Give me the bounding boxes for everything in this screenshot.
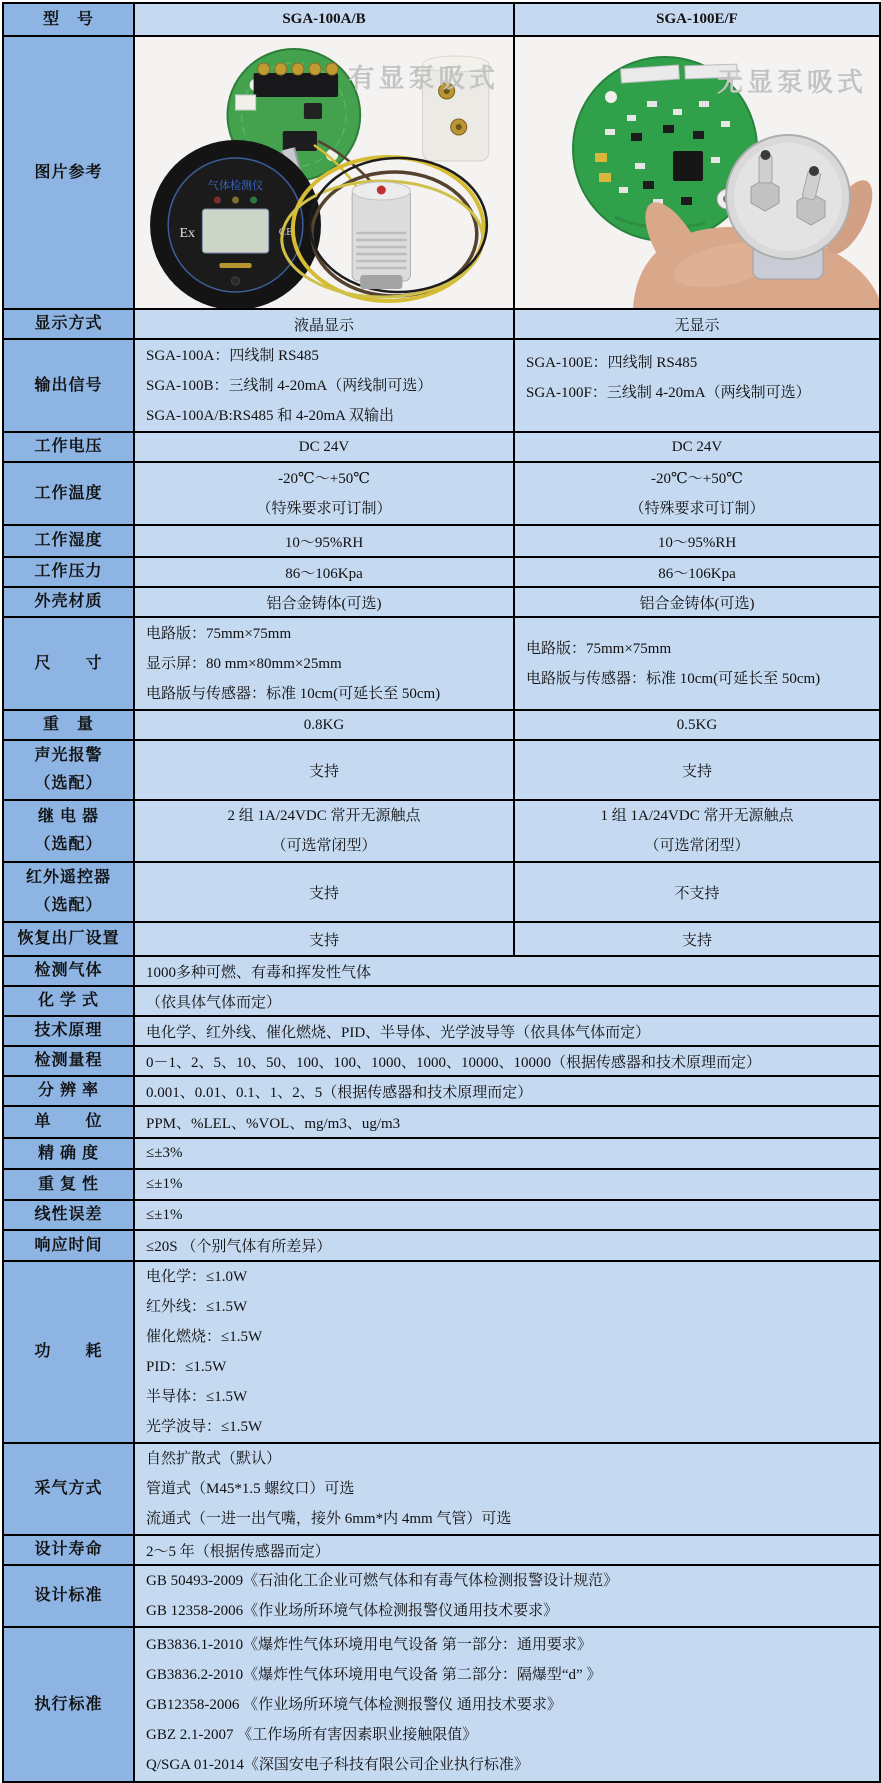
cell-line: PID：≤1.5W bbox=[146, 1359, 227, 1375]
cell-right: 支持 bbox=[514, 740, 880, 800]
row-label: 化 学 式 bbox=[3, 986, 134, 1016]
row-label-line: （选配） bbox=[34, 836, 103, 853]
row-label: 设计标准 bbox=[3, 1565, 134, 1627]
row-label bbox=[3, 862, 134, 922]
row-label: 响应时间 bbox=[3, 1230, 134, 1261]
table-row bbox=[3, 740, 880, 800]
row-label-line: 红外遥控器 bbox=[25, 869, 111, 886]
row-label: 工作电压 bbox=[3, 432, 134, 462]
model-name-left: SGA-100A/B bbox=[134, 3, 514, 36]
cell-line: 2 组 1A/24VDC 常开无源触点 bbox=[227, 808, 421, 824]
row-label: 精 确 度 bbox=[3, 1138, 134, 1169]
row-label bbox=[3, 740, 134, 800]
product-photo-right-cell bbox=[514, 36, 880, 309]
row-label-line: （选配） bbox=[34, 897, 103, 914]
cell-left: 10～95%RH bbox=[134, 525, 514, 557]
cell-line: 流通式（一进一出气嘴，接外 6mm*内 4mm 气管）可选 bbox=[146, 1511, 512, 1527]
table-row bbox=[3, 956, 880, 986]
cell-left: 支持 bbox=[134, 922, 514, 956]
row-label-line: 声光报警 bbox=[34, 747, 103, 764]
table-row bbox=[3, 1443, 880, 1535]
row-label: 功 耗 bbox=[3, 1261, 134, 1443]
cell-line: 光学波导：≤1.5W bbox=[146, 1419, 263, 1435]
row-label: 工作湿度 bbox=[3, 525, 134, 557]
table-row bbox=[3, 922, 880, 956]
cell-line: Q/SGA 01-2014《深国安电子科技有限公司企业执行标准》 bbox=[146, 1756, 529, 1773]
cell-value bbox=[134, 1261, 880, 1443]
cell-right bbox=[514, 462, 880, 525]
cell-right bbox=[514, 800, 880, 862]
cell-line: SGA-100A：四线制 RS485 bbox=[146, 347, 319, 364]
row-label-line: 继 电 器 bbox=[37, 808, 99, 825]
table-row bbox=[3, 339, 880, 432]
cell-line: 电路版：75mm×75mm bbox=[526, 640, 672, 657]
row-label: 采气方式 bbox=[3, 1443, 134, 1535]
table-row bbox=[3, 1076, 880, 1106]
table-row bbox=[3, 862, 880, 922]
row-label: 设计寿命 bbox=[3, 1535, 134, 1565]
row-label: 尺 寸 bbox=[3, 617, 134, 710]
cell-line: 电化学：≤1.0W bbox=[146, 1269, 248, 1285]
cell-line: SGA-100E：四线制 RS485 bbox=[526, 355, 698, 371]
row-label: 工作压力 bbox=[3, 557, 134, 587]
cell-line: （可选常闭型） bbox=[644, 838, 750, 854]
product-photo-left-cell bbox=[134, 36, 514, 309]
cell-line: GB12358-2006 《作业场所环境气体检测报警仪 通用技术要求》 bbox=[146, 1696, 562, 1713]
cell-value: 电化学、红外线、催化燃烧、PID、半导体、光学波导等（依具体气体而定） bbox=[134, 1016, 880, 1046]
cell-left: 0.8KG bbox=[134, 710, 514, 740]
row-label: 输出信号 bbox=[3, 339, 134, 432]
row-label: 检测气体 bbox=[3, 956, 134, 986]
photo-row-label: 图片参考 bbox=[3, 36, 134, 309]
cell-value: PPM、%LEL、%VOL、mg/m3、ug/m3 bbox=[134, 1106, 880, 1138]
cell-left: DC 24V bbox=[134, 432, 514, 462]
cell-line: GB 12358-2006《作业场所环境气体检测报警仪通用技术要求》 bbox=[146, 1603, 559, 1619]
cell-line: 显示屏：80 mm×80mm×25mm bbox=[146, 655, 342, 672]
watermark-left: 有显泵吸式 bbox=[348, 64, 499, 93]
table-row bbox=[3, 1535, 880, 1565]
cell-line: 1 组 1A/24VDC 常开无源触点 bbox=[600, 808, 794, 824]
row-label: 单 位 bbox=[3, 1106, 134, 1138]
cell-line: GB3836.2-2010《爆炸性气体环境用电气设备 第二部分：隔爆型“d” 》 bbox=[146, 1666, 602, 1683]
cell-line: 电路版与传感器：标准 10cm(可延长至 50cm) bbox=[146, 685, 441, 702]
row-label: 外壳材质 bbox=[3, 587, 134, 617]
cell-line: GB 50493-2009《石油化工企业可燃气体和有毒气体检测报警设计规范》 bbox=[146, 1573, 619, 1589]
cell-right bbox=[514, 339, 880, 432]
header-row bbox=[3, 3, 880, 36]
table-row bbox=[3, 309, 880, 339]
product-photo-right-illustration bbox=[515, 37, 879, 308]
product-photo-right bbox=[515, 37, 879, 308]
gauge-screen-title: 气体检测仪 bbox=[207, 180, 264, 192]
table-row bbox=[3, 1016, 880, 1046]
cell-line: 电路版：75mm×75mm bbox=[146, 625, 292, 642]
cell-left: 液晶显示 bbox=[134, 309, 514, 339]
cell-line: 红外线：≤1.5W bbox=[146, 1299, 248, 1315]
table-row bbox=[3, 1261, 880, 1443]
cell-left bbox=[134, 617, 514, 710]
cell-right: 铝合金铸体(可选) bbox=[514, 587, 880, 617]
cell-left: 86～106Kpa bbox=[134, 557, 514, 587]
cell-right bbox=[514, 617, 880, 710]
cell-line: （特殊要求可订制） bbox=[256, 500, 392, 517]
table-row bbox=[3, 1138, 880, 1169]
row-label: 检测量程 bbox=[3, 1046, 134, 1076]
watermark-right: 无显泵吸式 bbox=[716, 68, 867, 97]
table-row bbox=[3, 1200, 880, 1230]
row-label: 重 复 性 bbox=[3, 1169, 134, 1200]
cell-value: 2～5 年（根据传感器而定） bbox=[134, 1535, 880, 1565]
cell-line: 管道式（M45*1.5 螺纹口）可选 bbox=[146, 1481, 355, 1497]
cell-value: 0.001、0.01、0.1、1、2、5（根据传感器和技术原理而定） bbox=[134, 1076, 880, 1106]
row-label: 分 辨 率 bbox=[3, 1076, 134, 1106]
table-row bbox=[3, 1230, 880, 1261]
cell-line: -20℃～+50℃ bbox=[650, 470, 743, 487]
cell-value: ≤±3% bbox=[134, 1138, 880, 1169]
cell-right: 无显示 bbox=[514, 309, 880, 339]
row-label bbox=[3, 800, 134, 862]
cell-value: ≤±1% bbox=[134, 1169, 880, 1200]
cell-line: 自然扩散式（默认） bbox=[146, 1451, 282, 1467]
table-row bbox=[3, 617, 880, 710]
product-photo-left-illustration bbox=[135, 37, 513, 308]
table-row bbox=[3, 525, 880, 557]
table-row bbox=[3, 1106, 880, 1138]
gauge-ce-mark: CE bbox=[278, 226, 293, 238]
cell-line: 催化燃烧：≤1.5W bbox=[146, 1329, 263, 1345]
row-label: 技术原理 bbox=[3, 1016, 134, 1046]
cell-right: 86～106Kpa bbox=[514, 557, 880, 587]
cell-line: GBZ 2.1-2007 《工作场所有害因素职业接触限值》 bbox=[146, 1726, 478, 1743]
row-label: 执行标准 bbox=[3, 1627, 134, 1782]
row-label: 工作温度 bbox=[3, 462, 134, 525]
table-row bbox=[3, 1169, 880, 1200]
silver-sensor-illustration bbox=[352, 182, 410, 289]
cell-value bbox=[134, 1627, 880, 1782]
cell-line: 电路版与传感器：标准 10cm(可延长至 50cm) bbox=[526, 670, 821, 687]
table-row bbox=[3, 1565, 880, 1627]
table-row bbox=[3, 462, 880, 525]
table-row bbox=[3, 587, 880, 617]
spec-table bbox=[2, 2, 881, 1783]
gauge-illustration bbox=[150, 140, 321, 308]
table-row bbox=[3, 1627, 880, 1782]
cell-line: -20℃～+50℃ bbox=[277, 470, 370, 487]
cell-value: 1000多种可燃、有毒和挥发性气体 bbox=[134, 956, 880, 986]
cell-left bbox=[134, 800, 514, 862]
cell-value: ≤±1% bbox=[134, 1200, 880, 1230]
cell-right: 0.5KG bbox=[514, 710, 880, 740]
table-row bbox=[3, 1046, 880, 1076]
table-row bbox=[3, 986, 880, 1016]
cell-value bbox=[134, 1565, 880, 1627]
row-label-line: （选配） bbox=[34, 775, 103, 792]
cell-line: 半导体：≤1.5W bbox=[146, 1389, 248, 1405]
product-photo-left bbox=[135, 37, 513, 308]
row-label: 恢复出厂设置 bbox=[3, 922, 134, 956]
cell-right: 不支持 bbox=[514, 862, 880, 922]
cell-value: ≤20S （个别气体有所差异） bbox=[134, 1230, 880, 1261]
model-name-right: SGA-100E/F bbox=[514, 3, 880, 36]
cell-value bbox=[134, 1443, 880, 1535]
cell-line: （可选常闭型） bbox=[271, 838, 377, 854]
row-label: 线性误差 bbox=[3, 1200, 134, 1230]
cell-value: 0－1、2、5、10、50、100、100、1000、1000、10000、10000（根据传感器和技术原理而定） bbox=[134, 1046, 880, 1076]
cell-line: GB3836.1-2010《爆炸性气体环境用电气设备 第一部分：通用要求》 bbox=[146, 1636, 592, 1653]
row-label: 重 量 bbox=[3, 710, 134, 740]
cell-line: SGA-100A/B:RS485 和 4-20mA 双输出 bbox=[146, 407, 394, 424]
cell-line: （特殊要求可订制） bbox=[629, 500, 765, 517]
cell-left: 支持 bbox=[134, 862, 514, 922]
cell-left: 铝合金铸体(可选) bbox=[134, 587, 514, 617]
table-row bbox=[3, 710, 880, 740]
cell-left: 支持 bbox=[134, 740, 514, 800]
gauge-ex-mark: Ex bbox=[179, 225, 196, 241]
cell-left bbox=[134, 462, 514, 525]
row-label: 显示方式 bbox=[3, 309, 134, 339]
cell-left bbox=[134, 339, 514, 432]
cell-value: （依具体气体而定） bbox=[134, 986, 880, 1016]
cell-line: SGA-100B：三线制 4-20mA（两线制可选） bbox=[146, 377, 433, 394]
cell-right: DC 24V bbox=[514, 432, 880, 462]
table-row bbox=[3, 432, 880, 462]
table-row bbox=[3, 557, 880, 587]
table-row bbox=[3, 800, 880, 862]
model-header-label: 型 号 bbox=[3, 3, 134, 36]
photo-row bbox=[3, 36, 880, 309]
cell-line: SGA-100F：三线制 4-20mA（两线制可选） bbox=[526, 385, 811, 401]
cell-right: 10～95%RH bbox=[514, 525, 880, 557]
cell-right: 支持 bbox=[514, 922, 880, 956]
